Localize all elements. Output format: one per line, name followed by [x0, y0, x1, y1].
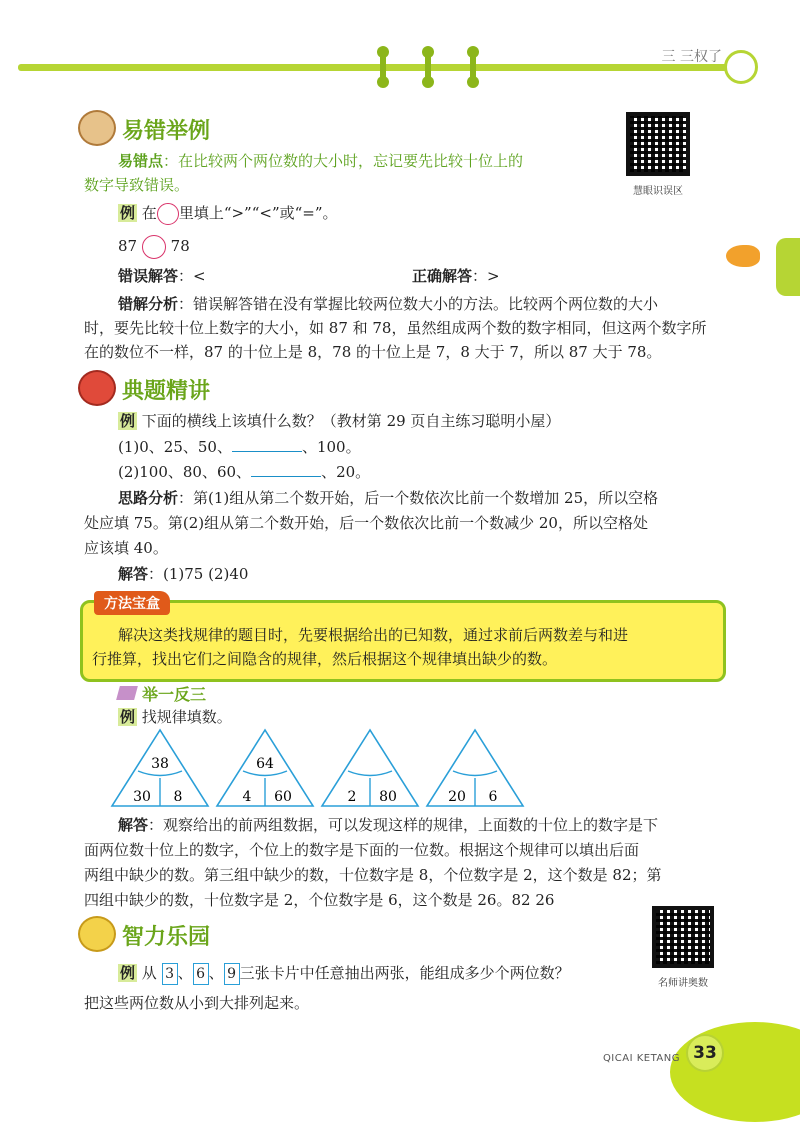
sequence-1: (1)0、25、50、 、100。: [118, 434, 718, 460]
section-icon: [78, 110, 116, 146]
triangle-4: [427, 730, 523, 806]
qr-label: 名师讲奥数: [658, 978, 708, 989]
method-line-1: 解决这类找规律的题目时，先要根据给出的已知数，通过求前后两数差与和进: [118, 626, 629, 644]
tri-left: 2: [347, 789, 357, 805]
tri-left: 4: [242, 789, 252, 805]
mascot-icon: [724, 50, 758, 84]
triangle-3: [322, 730, 418, 806]
typical-example: 例 下面的横线上该填什么数？（教材第 29 页自主练习聪明小屋）: [120, 412, 561, 430]
typical-answer: 解答：(1)75 (2)40: [118, 565, 249, 583]
method-tag: 方法宝盒: [94, 591, 170, 615]
fill-blank: [251, 460, 321, 477]
method-line-2: 行推算，找出它们之间隐含的规律，然后根据这个规律填出缺少的数。: [92, 650, 558, 668]
section-title-practice: 举一反三: [142, 685, 207, 704]
corner-decoration: [670, 1022, 800, 1122]
number-card: 3: [162, 963, 178, 985]
chapter-label: 三 三权了: [661, 49, 722, 65]
thinking-2: 处应填 75。第(2)组从第二个数开始，后一个数依次比前一个数减少 20，所以空格处: [84, 514, 648, 532]
practice-answer-3: 两组中缺少的数。第三组中缺少的数，十位数字是 8，个位数字是 2，这个数是 82；第: [84, 866, 662, 884]
practice-icon: [116, 686, 138, 700]
tri-right: 8: [173, 789, 183, 805]
error-analysis-1: 错解分析：错误解答错在没有掌握比较两位数大小的方法。比较两个两位数的大小: [118, 295, 659, 313]
fun-example: 例 从 3 、 6 、 9 三张卡片中任意抽出两张，能组成多少个两位数？: [118, 960, 658, 986]
wrong-answer: 错误解答：<: [118, 267, 206, 285]
fun-line-2: 把这些两位数从小到大排列起来。: [84, 994, 310, 1012]
right-answer: 正确解答：>: [412, 267, 500, 285]
thinking-3: 应该填 40。: [84, 539, 168, 557]
error-expression: 87 78: [118, 233, 718, 259]
side-tab: [776, 238, 800, 296]
binder-ring: [470, 52, 476, 82]
error-analysis-3: 在的数位不一样，87 的十位上是 8，78 的十位上是 7，8 大于 7，所以 87 大于 78。: [84, 343, 662, 361]
fill-blank: [232, 435, 302, 452]
binder-ring: [380, 52, 386, 82]
triangle-1: [112, 730, 208, 806]
tri-top: 64: [256, 756, 274, 772]
qr-code[interactable]: [652, 906, 714, 968]
thinking-1: 思路分析：第(1)组从第二个数开始，后一个数依次比前一个数增加 25，所以空格: [118, 489, 659, 507]
qr-label: 慧眼识误区: [633, 186, 683, 197]
tri-right: 60: [274, 789, 292, 805]
footer-brand: QICAI KETANG: [602, 1053, 680, 1064]
practice-answer-1: 解答：观察给出的前两组数据，可以发现这样的规律，上面数的十位上的数字是下: [118, 816, 659, 834]
number-card: 9: [224, 963, 240, 985]
practice-answer-2: 面两位数十位上的数字，个位上的数字是下面的一位数。根据这个规律可以填出后面: [84, 841, 640, 859]
error-point: 易错点：在比较两个两位数的大小时，忘记要先比较十位上的: [118, 152, 524, 170]
error-analysis-2: 时，要先比较十位上数字的大小，如 87 和 78，虽然组成两个数的数字相同，但这两个数字所: [84, 319, 707, 337]
sequence-2: (2)100、80、60、 、20。: [118, 459, 718, 485]
practice-example: 例 找规律填数。: [120, 708, 232, 726]
binder-ring: [425, 52, 431, 82]
page-number: 33: [686, 1034, 724, 1072]
error-point-cont: 数字导致错误。: [84, 176, 190, 194]
error-example: 例 在 里填上“>”“<”或“=”。: [118, 200, 718, 226]
tri-right: 6: [488, 789, 498, 805]
tri-top: 38: [151, 756, 169, 772]
section-title-errors: 易错举例: [122, 119, 211, 144]
qr-code[interactable]: [626, 112, 690, 176]
fish-icon: [726, 245, 760, 267]
number-card: 6: [193, 963, 209, 985]
section-icon: [78, 916, 116, 952]
tri-left: 20: [448, 789, 466, 805]
tri-right: 80: [379, 789, 397, 805]
triangle-2: [217, 730, 313, 806]
compare-circle: [142, 235, 166, 259]
blank-circle: [157, 203, 179, 225]
triangle-puzzles: [110, 728, 530, 810]
section-title-typical: 典题精讲: [122, 379, 211, 404]
tri-left: 30: [133, 789, 151, 805]
practice-answer-4: 四组中缺少的数，十位数字是 2，个位数字是 6，这个数是 26。82 26: [84, 891, 555, 909]
section-icon: [78, 370, 116, 406]
section-title-fun: 智力乐园: [122, 925, 211, 950]
